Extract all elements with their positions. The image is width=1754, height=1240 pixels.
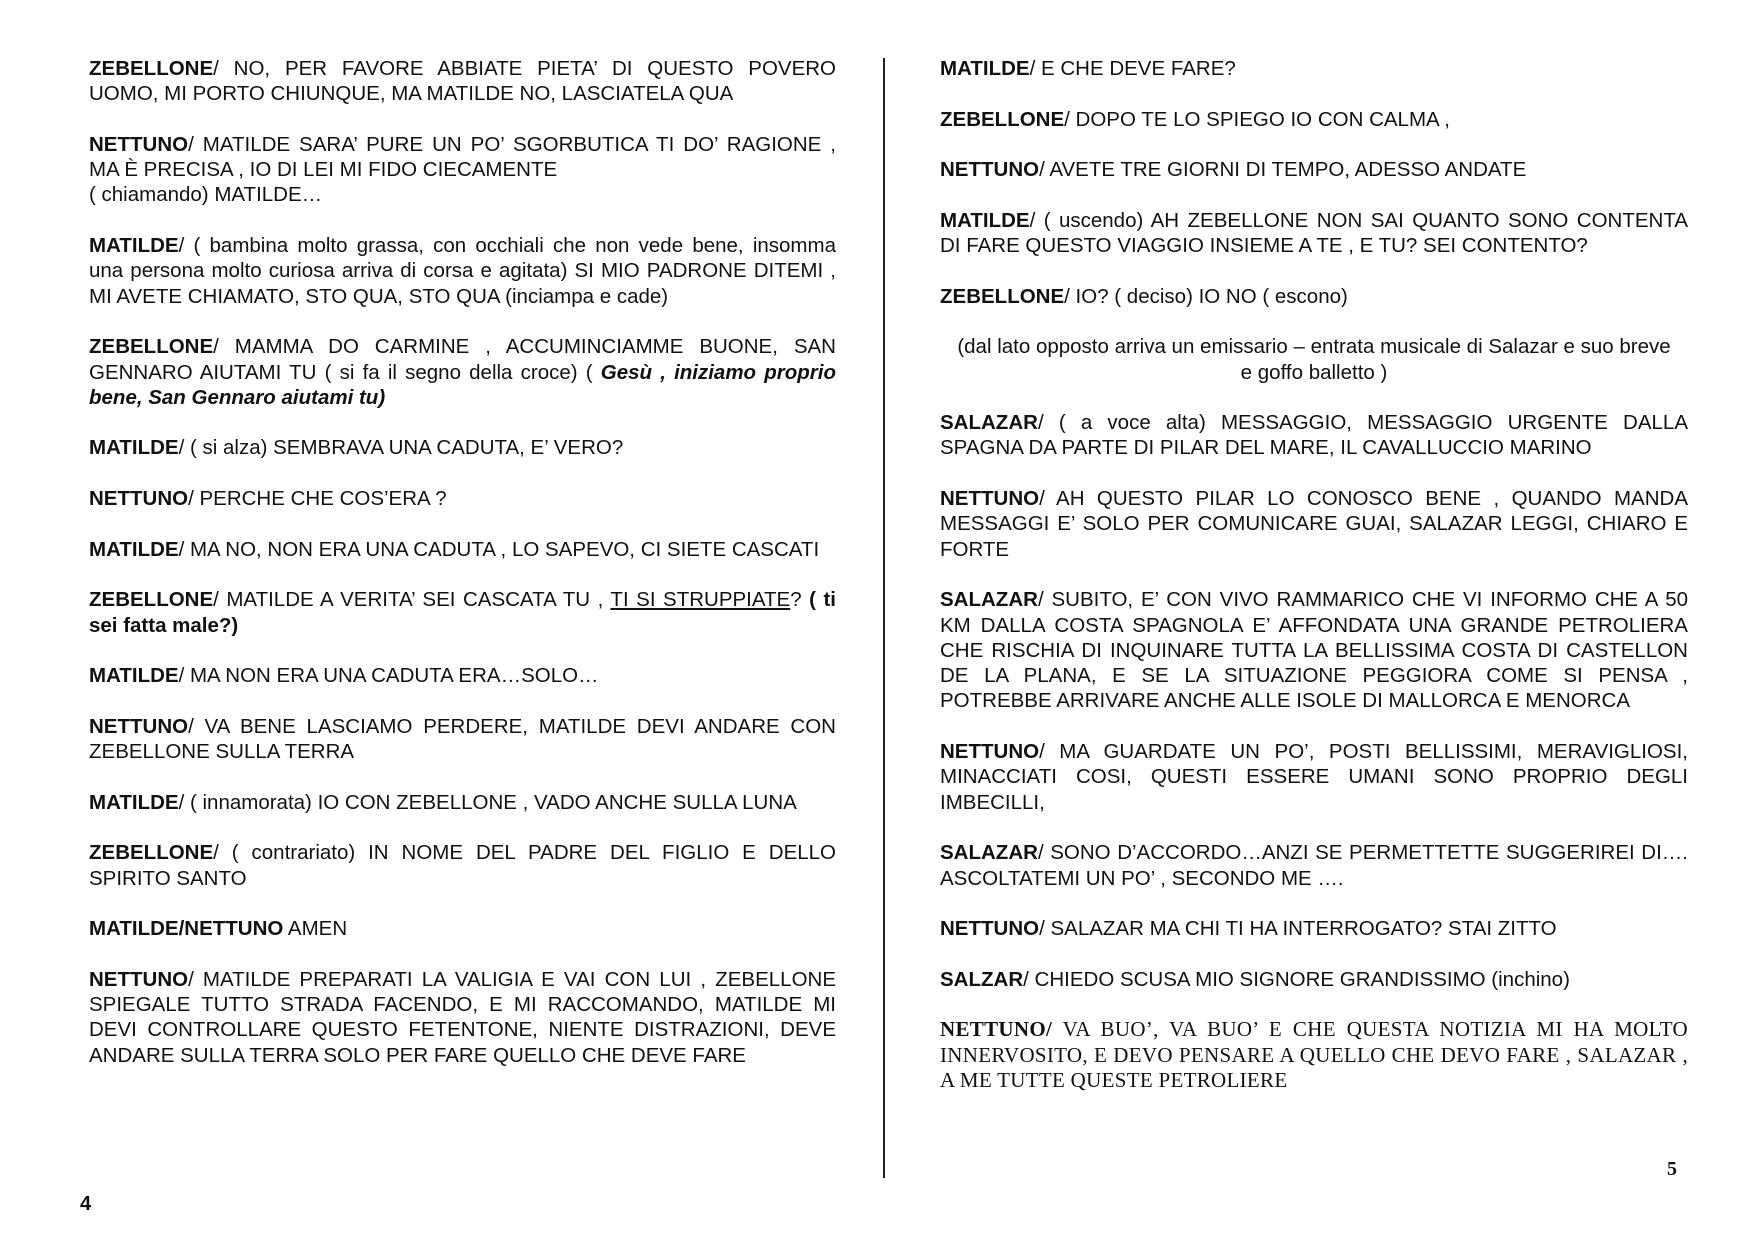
speaker-name: ZEBELLONE [940,284,1065,308]
speaker-name: ZEBELLONE [89,57,214,80]
speaker-name: ZEBELLONE [89,841,214,865]
dialogue-text: / NO, PER FAVORE ABBIATE PIETA’ DI QUESTO POVERO UOMO, MI PORTO CHIUNQUE, MA MATILDE NO, LASCIATELA QUA [89,57,836,106]
dialogue-line [89,486,836,511]
speaker-name: MATILDE [89,537,179,561]
column-divider [883,58,885,1178]
dialogue-line [89,714,836,765]
dialogue-line [940,1017,1688,1093]
dialogue-line [940,284,1688,309]
dialogue-line [940,840,1688,891]
dialogue-line [89,435,836,460]
speaker-name: NETTUNO [940,917,1040,941]
translation-text: Gesù , iniziamo proprio bene, San Gennaro aiutami tu) [89,360,836,409]
speaker-name: ZEBELLONE [89,335,214,359]
dialogue-text: / MA NON ERA UNA CADUTA ERA…SOLO… [178,664,599,688]
speaker-name: NETTUNO/ [940,1017,1053,1042]
dialogue-text: VA BUO’, VA BUO’ E CHE QUESTA NOTIZIA MI HA MOLTO INNERVOSITO, E DEVO PENSARE A QUELLO CHE DEVO FARE , SALAZAR , A ME TUTTE QUESTE PETROLIERE [940,1017,1688,1092]
dialogue-line [89,233,836,309]
dialogue-text: / SALAZAR MA CHI TI HA INTERROGATO? STAI ZITTO [1039,917,1557,941]
dialogue-line [940,587,1688,713]
dialogue-text: / AVETE TRE GIORNI DI TEMPO, ADESSO ANDATE [1039,158,1527,182]
dialogue-line [940,208,1688,259]
speaker-name: MATILDE [89,790,179,814]
dialogue-text: / ( bambina molto grassa, con occhiali che non vede bene, insomma una persona molto curiosa arriva di corsa e agitata) SI MIO PADRONE DITEMI , MI AVETE CHIAMATO, STO QUA, STO QUA (inciampa e cade) [89,234,836,308]
speaker-name: NETTUNO [89,714,189,738]
dialogue-line [940,486,1688,562]
dialogue-text: / ( si alza) SEMBRAVA UNA CADUTA, E’ VERO? [178,436,624,460]
dialogue-line [89,916,836,941]
speaker-name: NETTUNO [940,158,1040,182]
dialogue-line [940,107,1688,132]
speaker-name: MATILDE [89,234,179,258]
dialogue-line [89,663,836,688]
speaker-name: MATILDE [940,57,1030,80]
dialogue-text: AMEN [283,917,348,941]
speaker-name: NETTUNO [89,967,189,991]
dialogue-line [940,56,1688,81]
dialogue-line [89,840,836,891]
dialogue-line [89,587,836,638]
speaker-name: SALAZAR [940,841,1038,865]
page-number-right: 5 [1667,1158,1677,1180]
dialogue-text: / MATILDE A VERITA’ SEI CASCATA TU , [213,588,611,612]
speaker-name: NETTUNO [940,487,1040,511]
dialogue-text: / ( innamorata) IO CON ZEBELLONE , VADO ANCHE SULLA LUNA [178,790,797,814]
speaker-name: NETTUNO [89,132,189,156]
speaker-name: NETTUNO [940,740,1040,764]
dialogue-text: / E CHE DEVE FARE? [1029,57,1236,80]
dialogue-text: / ( contrariato) IN NOME DEL PADRE DEL FIGLIO E DELLO SPIRITO SANTO [89,841,836,890]
speaker-name: NETTUNO [89,487,189,511]
dialogue-text: ( chiamando) MATILDE… [89,183,323,207]
speaker-name: MATILDE [89,664,179,688]
dialogue-text: / PERCHE CHE COS’ERA ? [188,487,447,511]
dialogue-text: / SONO D’ACCORDO…ANZI SE PERMETTETTE SUGGERIREI DI…. ASCOLTATEMI UN PO’ , SECONDO ME …. [940,841,1688,890]
speaker-name: SALZAR [940,967,1024,991]
dialogue-text: / MATILDE SARA’ PURE UN PO’ SGORBUTICA TI DO’ RAGIONE , MA È PRECISA , IO DI LEI MI FIDO CIECAMENTE [89,132,836,182]
dialogue-line [89,967,836,1068]
dialogue-line [940,739,1688,815]
dialogue-text: / IO? ( deciso) IO NO ( escono) [1064,284,1348,308]
dialogue-line [940,967,1688,992]
dialogue-line [940,157,1688,182]
translation-text: ( ti sei fatta male?) [89,588,836,637]
speaker-name: MATILDE [940,208,1030,232]
page-number-left: 4 [80,1193,92,1215]
speaker-name: ZEBELLONE [89,588,214,612]
dialogue-line [940,410,1688,461]
dialogue-text: / MATILDE PREPARATI LA VALIGIA E VAI CON LUI , ZEBELLONE SPIEGALE TUTTO STRADA FACENDO, E MI RACCOMANDO, MATILDE MI DEVI CONTROLLARE QUESTO FETENTONE, NIENTE DISTRAZIONI, DEVE ANDARE SULLA TERRA SOLO PER FARE QUELLO CHE DEVE FARE [89,967,836,1067]
dialogue-text: / VA BENE LASCIAMO PERDERE, MATILDE DEVI ANDARE CON ZEBELLONE SULLA TERRA [89,714,836,764]
speaker-name: SALAZAR [940,588,1038,612]
left-page [89,56,836,1093]
speaker-name: ZEBELLONE [940,107,1065,131]
right-page [940,56,1688,1118]
dialogue-text: ? [790,588,810,612]
dialogue-text: / CHIEDO SCUSA MIO SIGNORE GRANDISSIMO (inchino) [1023,967,1570,991]
dialogue-line [89,537,836,562]
dialogue-line [89,334,836,410]
underlined-text: TI SI STRUPPIATE [610,588,791,612]
speaker-name: MATILDE/NETTUNO [89,917,284,941]
stage-direction: (dal lato opposto arriva un emissario – entrata musicale di Salazar e suo breve e goffo balletto ) [957,335,1671,384]
dialogue-text: / ( uscendo) AH ZEBELLONE NON SAI QUANTO SONO CONTENTA DI FARE QUESTO VIAGGIO INSIEME A TE , E TU? SEI CONTENTO? [940,208,1688,258]
dialogue-text: / ( a voce alta) MESSAGGIO, MESSAGGIO URGENTE DALLA SPAGNA DA PARTE DI PILAR DEL MARE, IL CAVALLUCCIO MARINO [940,411,1688,460]
dialogue-text: / AH QUESTO PILAR LO CONOSCO BENE , QUANDO MANDA MESSAGGI E’ SOLO PER COMUNICARE GUAI, SALAZAR LEGGI, CHIARO E FORTE [940,487,1688,561]
dialogue-text: / MA GUARDATE UN PO’, POSTI BELLISSIMI, MERAVIGLIOSI, MINACCIATI COSI, QUESTI ESSERE UMANI SONO PROPRIO DEGLI IMBECILLI, [940,740,1688,814]
dialogue-line [940,916,1688,941]
speaker-name: SALAZAR [940,411,1038,435]
dialogue-text: / DOPO TE LO SPIEGO IO CON CALMA , [1064,107,1450,131]
dialogue-line [89,132,836,208]
speaker-name: MATILDE [89,436,179,460]
dialogue-text: / MA NO, NON ERA UNA CADUTA , LO SAPEVO, CI SIETE CASCATI [178,537,820,561]
dialogue-text: / SUBITO, E’ CON VIVO RAMMARICO CHE VI INFORMO CHE A 50 KM DALLA COSTA SPAGNOLA E’ AFFONDATA UNA GRANDE PETROLIERA CHE RISCHIA DI INQUINARE TUTTA LA BELLISSIMA COSTA DI CASTELLON DE LA PLANA, E SE LA SITUAZIONE PEGGIORA COME SI PENSA , POTREBBE ARRIVARE ANCHE ALLE ISOLE DI MALLORCA E MENORCA [940,588,1688,713]
dialogue-text: / MAMMA DO CARMINE , ACCUMINCIAMME BUONE, SAN GENNARO AIUTAMI TU ( si fa il segno della croce) ( [89,335,836,384]
dialogue-line [89,790,836,815]
dialogue-line [89,56,836,107]
